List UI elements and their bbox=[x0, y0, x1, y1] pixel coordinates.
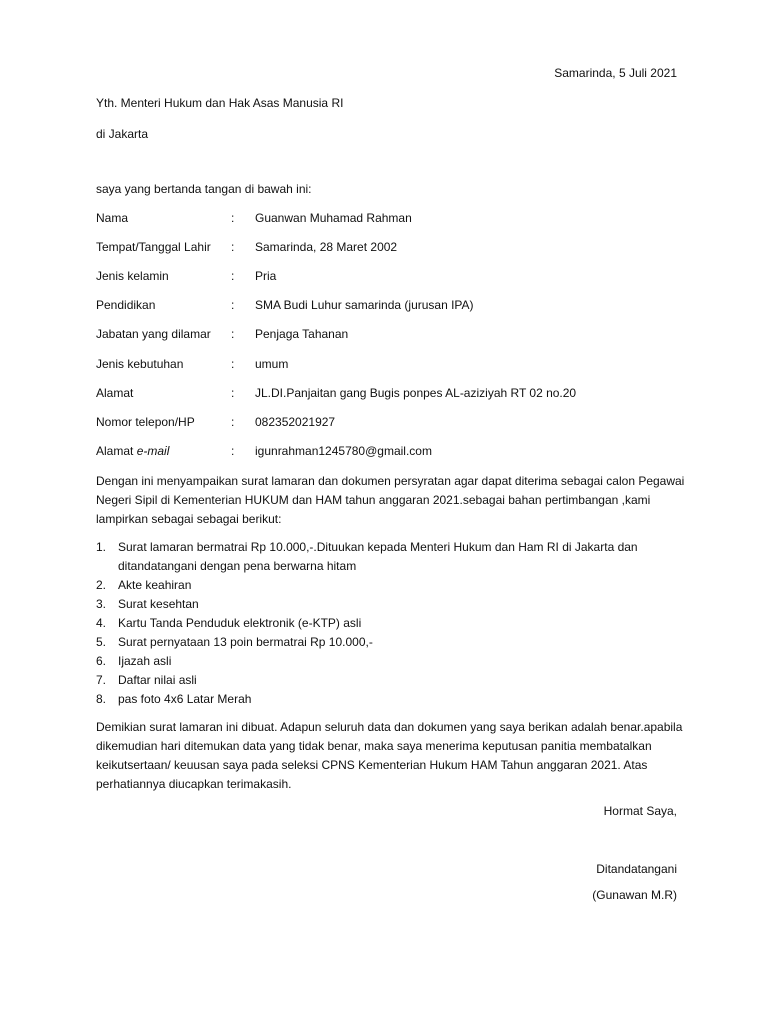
field-value: Guanwan Muhamad Rahman bbox=[255, 211, 412, 225]
field-label: Jenis kebutuhan bbox=[96, 357, 184, 371]
letter-recipient: Yth. Menteri Hukum dan Hak Asas Manusia RI bbox=[96, 96, 344, 110]
field-colon: : bbox=[231, 298, 235, 312]
list-text: Ijazah asli bbox=[118, 654, 172, 668]
list-number: 7. bbox=[96, 673, 107, 687]
list-number: 6. bbox=[96, 654, 107, 668]
field-colon: : bbox=[231, 357, 235, 371]
field-value: 082352021927 bbox=[255, 415, 336, 429]
letter-location: di Jakarta bbox=[96, 127, 149, 141]
field-label: Jabatan yang dilamar bbox=[96, 327, 211, 341]
field-label bbox=[96, 444, 169, 458]
list-text: Surat lamaran bermatrai Rp 10.000,-.Dituukan kepada Menteri Hukum dan Ham RI di Jakarta dan ditandatangani dengan pena berwarna hitam bbox=[118, 540, 638, 573]
list-item bbox=[96, 671, 688, 690]
paragraph-request: Dengan ini menyampaikan surat lamaran dan dokumen persyratan agar dapat diterima sebagai calon Pegawai Negeri Sipil di Kementerian HUKUM dan HAM tahun anggaran 2021.sebagai bahan pertimbangan ,kami lampirkan sebagai sebagai berikut: bbox=[96, 474, 685, 526]
list-text: pas foto 4x6 Latar Merah bbox=[118, 692, 252, 706]
field-colon: : bbox=[231, 327, 235, 341]
field-value: SMA Budi Luhur samarinda (jurusan IPA) bbox=[255, 298, 474, 312]
field-row-nama bbox=[96, 211, 696, 229]
list-item bbox=[96, 538, 688, 576]
list-text: Daftar nilai asli bbox=[118, 673, 197, 687]
field-value: igunrahman1245780@gmail.com bbox=[255, 444, 432, 458]
list-item bbox=[96, 690, 688, 709]
list-text: Surat pernyataan 13 poin bermatrai Rp 10.000,- bbox=[118, 635, 373, 649]
field-label: Nama bbox=[96, 211, 129, 225]
field-colon: : bbox=[231, 444, 235, 458]
field-row-jabatan bbox=[96, 327, 696, 345]
attachment-list bbox=[96, 538, 696, 709]
list-item bbox=[96, 633, 688, 652]
signer-name: (Gunawan M.R) bbox=[592, 888, 677, 902]
field-colon: : bbox=[231, 269, 235, 283]
field-colon: : bbox=[231, 240, 235, 254]
field-row-nomor-telepon bbox=[96, 415, 696, 433]
field-value: umum bbox=[255, 357, 289, 371]
list-number: 8. bbox=[96, 692, 107, 706]
field-row-email bbox=[96, 444, 696, 462]
field-colon: : bbox=[231, 211, 235, 225]
field-label-prefix: Alamat bbox=[96, 444, 137, 458]
field-colon: : bbox=[231, 386, 235, 400]
field-value: Penjaga Tahanan bbox=[255, 327, 349, 341]
list-text: Surat kesehtan bbox=[118, 597, 199, 611]
list-text: Akte keahiran bbox=[118, 578, 192, 592]
field-row-jenis-kebutuhan bbox=[96, 357, 696, 375]
field-row-pendidikan bbox=[96, 298, 696, 316]
list-number: 4. bbox=[96, 616, 107, 630]
paragraph-closing-statement: Demikian surat lamaran ini dibuat. Adapun seluruh data dan dokumen yang saya berikan adalah benar.apabila dikemudian hari ditemukan data yang tidak benar, maka saya menerima keputusan panitia membatalkan keikutsertaan/ keuusan saya pada seleksi CPNS Kementerian Hukum HAM Tahun anggaran 2021. Atas perhatiannya diucapkan terimakasih. bbox=[96, 720, 683, 791]
field-value: JL.DI.Panjaitan gang Bugis ponpes AL-aziziyah RT 02 no.20 bbox=[255, 386, 577, 400]
field-row-jenis-kelamin bbox=[96, 269, 696, 287]
field-label: Pendidikan bbox=[96, 298, 156, 312]
field-row-tempat-tanggal-lahir bbox=[96, 240, 696, 258]
list-number: 1. bbox=[96, 540, 107, 554]
list-item bbox=[96, 576, 688, 595]
field-label: Alamat bbox=[96, 386, 134, 400]
list-item bbox=[96, 614, 688, 633]
list-number: 5. bbox=[96, 635, 107, 649]
signature-note: Ditandatangani bbox=[596, 862, 677, 876]
field-label-italic: e-mail bbox=[136, 444, 170, 458]
field-label: Nomor telepon/HP bbox=[96, 415, 195, 429]
list-number: 2. bbox=[96, 578, 107, 592]
field-value: Pria bbox=[255, 269, 277, 283]
field-colon: : bbox=[231, 415, 235, 429]
letter-intro: saya yang bertanda tangan di bawah ini: bbox=[96, 182, 312, 196]
field-label: Tempat/Tanggal Lahir bbox=[96, 240, 211, 254]
field-value: Samarinda, 28 Maret 2002 bbox=[255, 240, 398, 254]
closing-salutation: Hormat Saya, bbox=[603, 804, 677, 818]
field-label: Jenis kelamin bbox=[96, 269, 169, 283]
field-row-alamat bbox=[96, 386, 696, 404]
list-text: Kartu Tanda Penduduk elektronik (e-KTP) asli bbox=[118, 616, 362, 630]
list-number: 3. bbox=[96, 597, 107, 611]
list-item bbox=[96, 595, 688, 614]
letter-date: Samarinda, 5 Juli 2021 bbox=[554, 66, 677, 80]
list-item bbox=[96, 652, 688, 671]
